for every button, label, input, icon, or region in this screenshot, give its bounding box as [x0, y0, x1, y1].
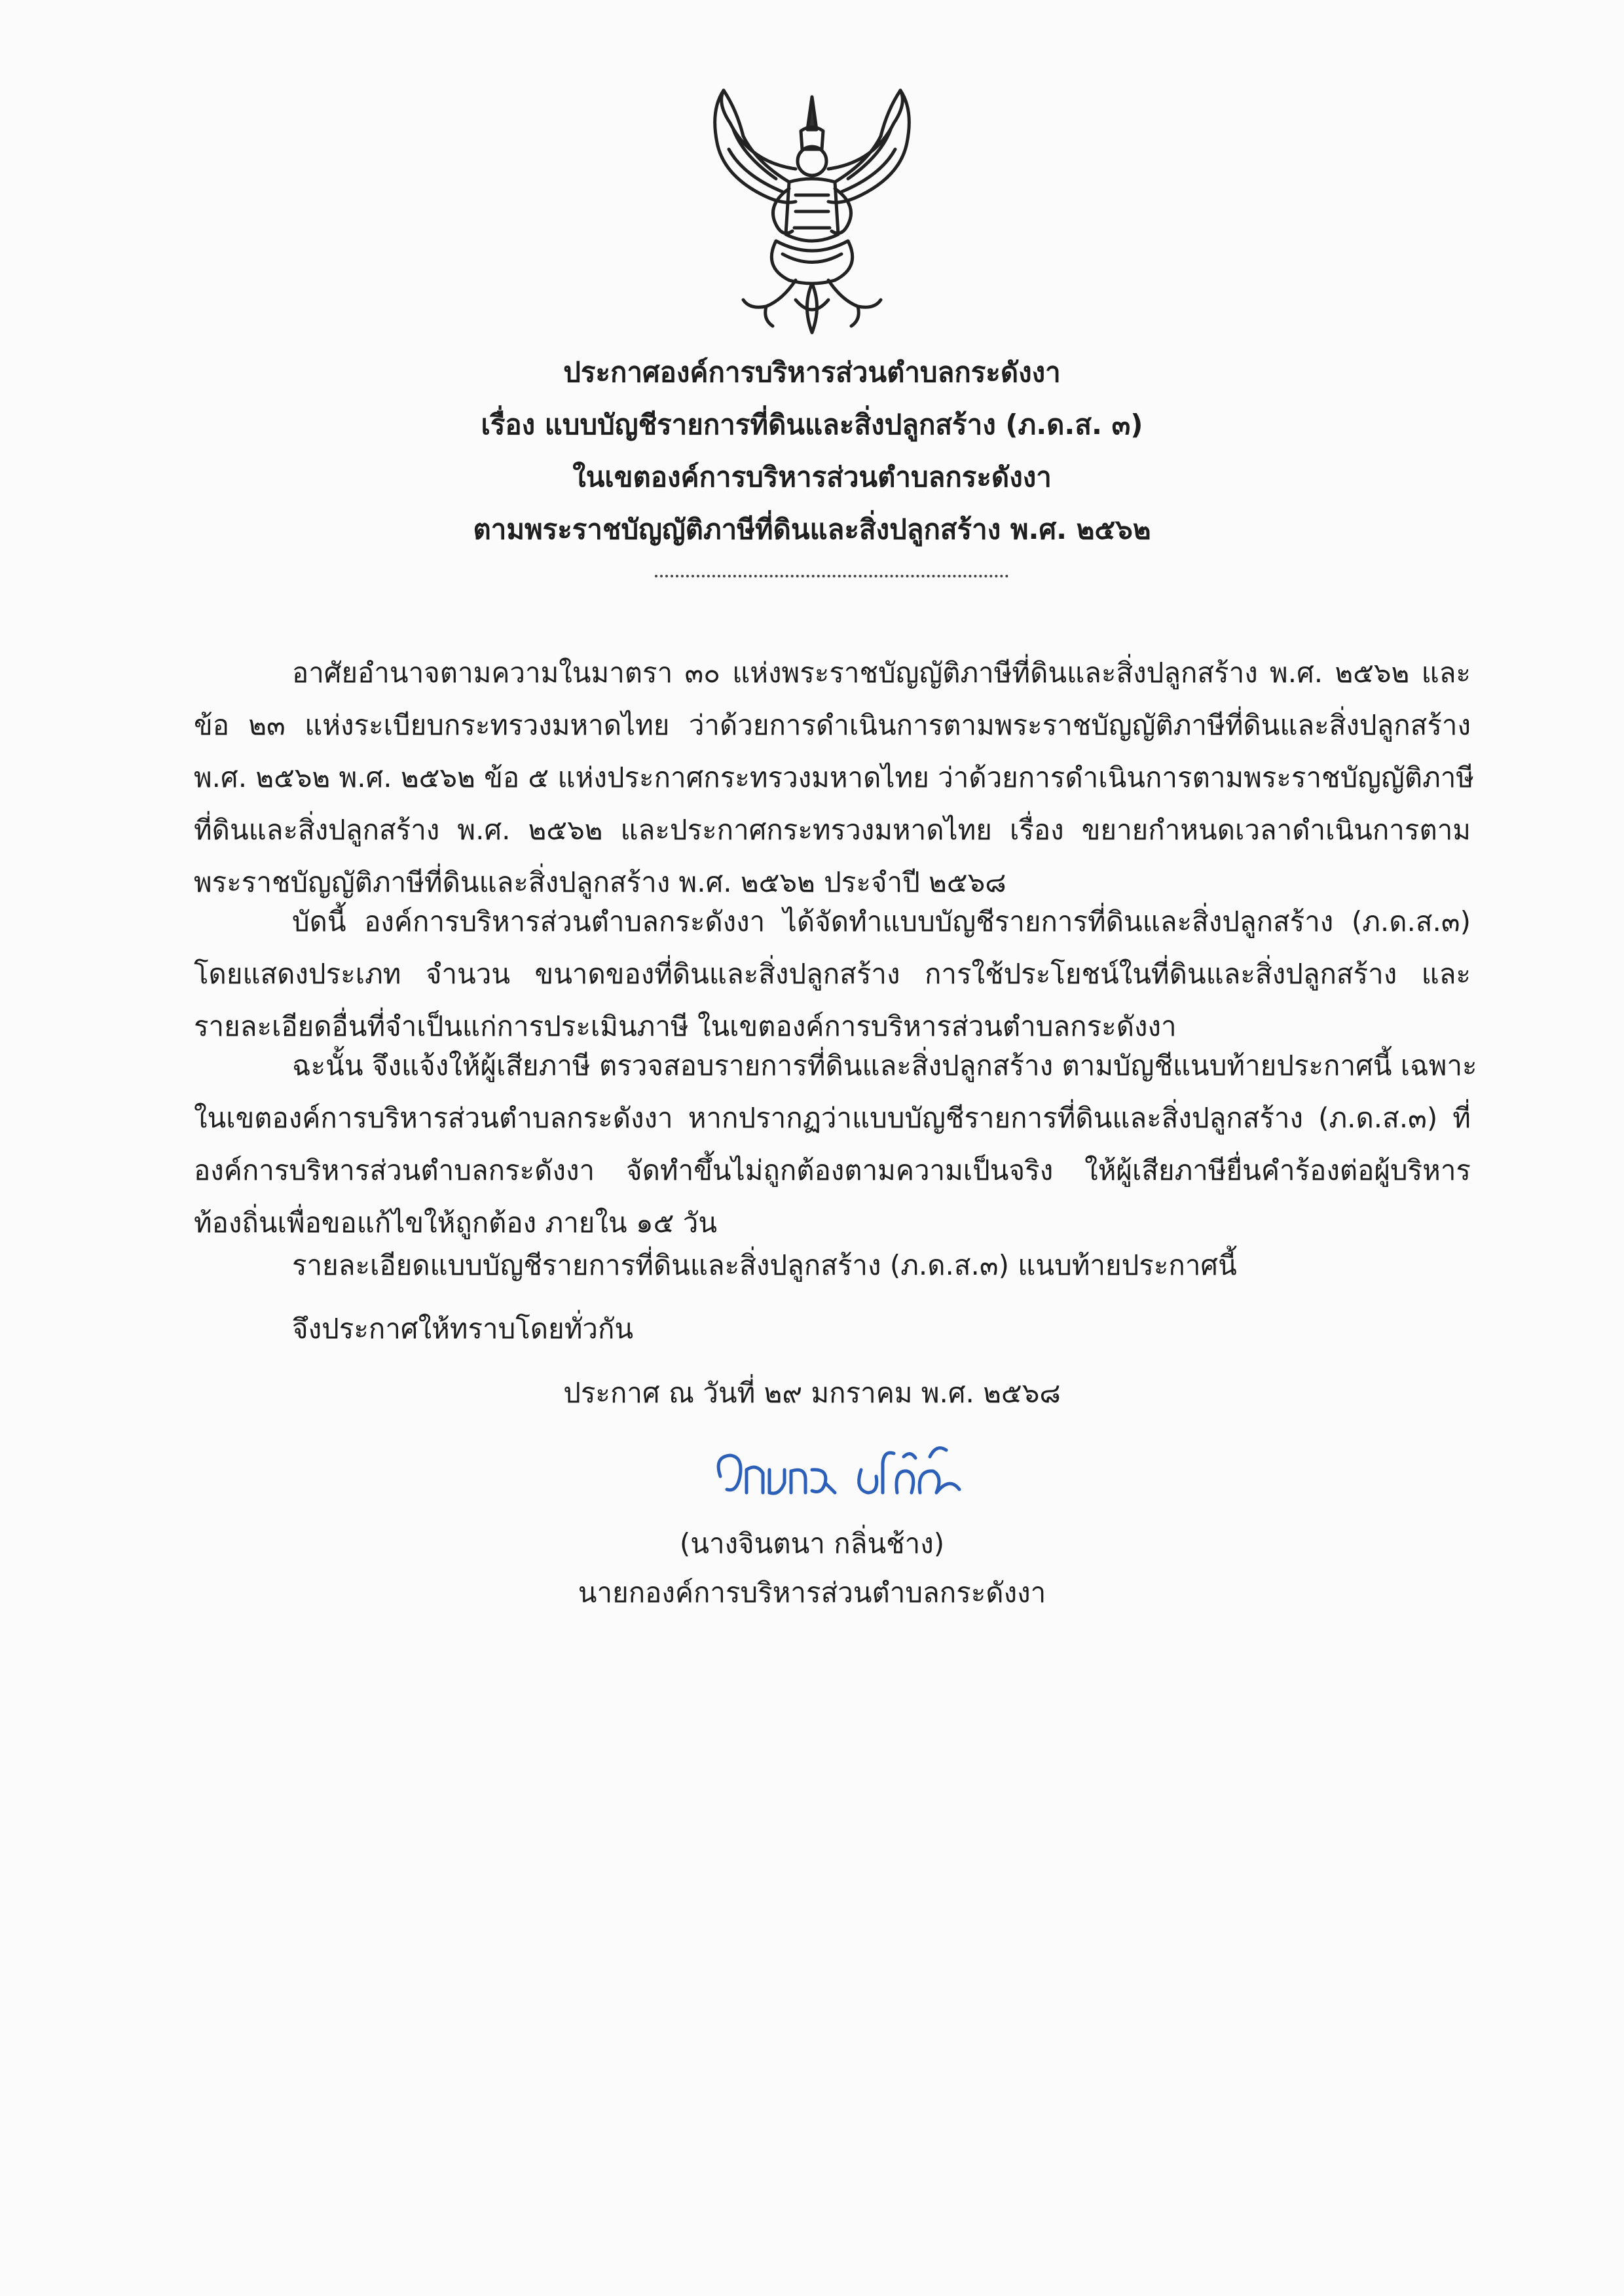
- paragraph-line: โดยแสดงประเภท จำนวน ขนาดของที่ดินและสิ่งปลูกสร้าง การใช้ประโยชน์ในที่ดินและสิ่งปลูกสร้าง และ: [194, 958, 1471, 990]
- paragraph-line: ท้องถิ่นเพื่อขอแก้ไขให้ถูกต้อง ภายใน ๑๕ วัน: [194, 1207, 718, 1239]
- paragraph-line: ฉะนั้น จึงแจ้งให้ผู้เสียภาษี ตรวจสอบรายการที่ดินและสิ่งปลูกสร้าง ตามบัญชีแนบท้ายประกาศนี้ เฉพาะ: [292, 1049, 1477, 1082]
- dotted-divider: [655, 575, 1008, 577]
- paragraph-line: จึงประกาศให้ทราบโดยทั่วกัน: [292, 1313, 634, 1345]
- announcement-date: ประกาศ ณ วันที่ ๒๙ มกราคม พ.ศ. ๒๕๖๘: [563, 1377, 1061, 1409]
- paragraph-line: อาศัยอำนาจตามความในมาตรา ๓๐ แห่งพระราชบัญญัติภาษีที่ดินและสิ่งปลูกสร้าง พ.ศ. ๒๕๖๒ และ: [292, 657, 1471, 689]
- paragraph-line: บัดนี้ องค์การบริหารส่วนตำบลกระดังงา ได้จัดทำแบบบัญชีรายการที่ดินและสิ่งปลูกสร้าง (ภ.ด.ส.๓): [292, 905, 1471, 938]
- signer-name: (นางจินตนา กลิ่นช้าง): [679, 1527, 945, 1559]
- title-line-1: ประกาศองค์การบริหารส่วนตำบลกระดังงา: [563, 356, 1061, 388]
- paragraph-line: รายละเอียดอื่นที่จำเป็นแก่การประเมินภาษี ในเขตองค์การบริหารส่วนตำบลกระดังงา: [194, 1010, 1177, 1042]
- paragraph-line: รายละเอียดแบบบัญชีรายการที่ดินและสิ่งปลูกสร้าง (ภ.ด.ส.๓) แนบท้ายประกาศนี้: [292, 1249, 1237, 1281]
- handwritten-signature: [707, 1430, 982, 1516]
- paragraph-line: องค์การบริหารส่วนตำบลกระดังงา จัดทำขึ้นไม่ถูกต้องตามความเป็นจริง ให้ผู้เสียภาษียื่นคำร้องต่อผู้บริหาร: [194, 1154, 1471, 1186]
- paragraph-line: พระราชบัญญัติภาษีที่ดินและสิ่งปลูกสร้าง พ.ศ. ๒๕๖๒ ประจำปี ๒๕๖๘: [194, 866, 1006, 898]
- paragraph-line: ในเขตองค์การบริหารส่วนตำบลกระดังงา หากปรากฏว่าแบบบัญชีรายการที่ดินและสิ่งปลูกสร้าง (ภ.ด.ส.๓) ที่: [194, 1102, 1471, 1134]
- title-line-2: เรื่อง แบบบัญชีรายการที่ดินและสิ่งปลูกสร้าง (ภ.ด.ส. ๓): [481, 409, 1143, 441]
- signer-title: นายกองค์การบริหารส่วนตำบลกระดังงา: [578, 1576, 1046, 1609]
- title-line-3: ในเขตองค์การบริหารส่วนตำบลกระดังงา: [572, 461, 1052, 493]
- garuda-emblem-icon: [704, 84, 920, 346]
- paragraph-line: ที่ดินและสิ่งปลูกสร้าง พ.ศ. ๒๕๖๒ และประกาศกระทรวงมหาดไทย เรื่อง ขยายกำหนดเวลาดำเนินการตาม: [194, 814, 1471, 846]
- paragraph-line: พ.ศ. ๒๕๖๒ พ.ศ. ๒๕๖๒ ข้อ ๕ แห่งประกาศกระทรวงมหาดไทย ว่าด้วยการดำเนินการตามพระราชบัญญัติภาษี: [194, 761, 1475, 793]
- paragraph-line: ข้อ ๒๓ แห่งระเบียบกระทรวงมหาดไทย ว่าด้วยการดำเนินการตามพระราชบัญญัติภาษีที่ดินและสิ่งปลูกสร้าง: [194, 709, 1471, 741]
- title-line-4: ตามพระราชบัญญัติภาษีที่ดินและสิ่งปลูกสร้าง พ.ศ. ๒๕๖๒: [473, 513, 1151, 545]
